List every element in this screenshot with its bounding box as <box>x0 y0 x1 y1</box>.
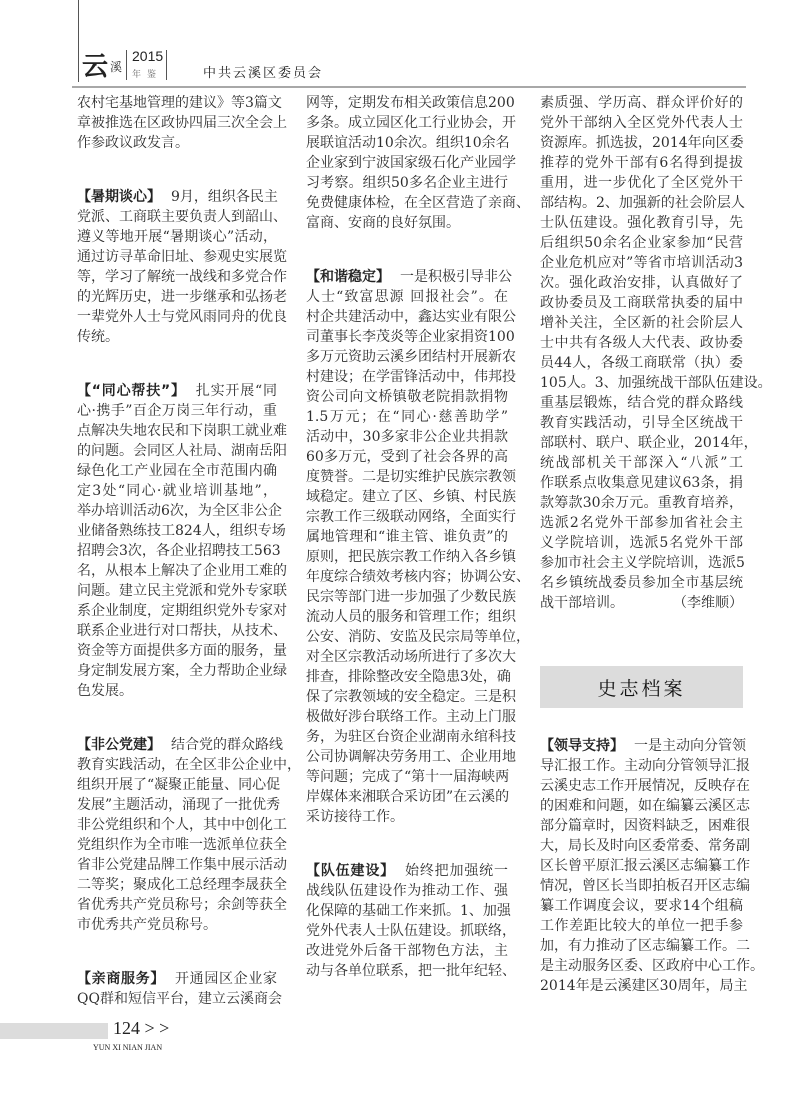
text-line <box>306 707 516 727</box>
line-text: 105人。3、加强统战干部队伍建设。 <box>540 375 772 391</box>
line-text: 化保障的基础工作来抓。1、加强 <box>306 903 511 919</box>
line-text: 战干部培训。 <box>540 595 624 611</box>
line-text: 岸媒体来湘联合采访团”在云溪的 <box>306 789 510 805</box>
text-line <box>77 621 287 641</box>
text-line <box>540 473 743 493</box>
line-text: 通过访寻革命旧址、参观史实展览 <box>77 249 287 265</box>
line-text: 等问题；完成了“第十一届海峡两 <box>306 769 510 785</box>
line-text: 问题。建立民主党派和党外专家联 <box>77 583 287 599</box>
line-text: 村建设；在学雷锋活动中，伟邦投 <box>306 369 516 385</box>
section-header-title: 中共云溪区委员会 <box>203 66 324 81</box>
line-text: 作参政议政发言。 <box>77 135 189 151</box>
paragraph <box>540 93 772 613</box>
line-text: 企业危机应对”等省市培训活动3 <box>540 255 743 271</box>
line-text: 公安、消防、安监及民宗局等单位， <box>306 629 530 645</box>
text-line <box>77 895 287 915</box>
line-text: 传统。 <box>77 329 119 345</box>
line-text: 60多万元，受到了社会各界的高 <box>306 449 508 465</box>
text-line <box>77 501 282 521</box>
text-line <box>77 187 277 207</box>
line-text: 党外代表人士队伍建设。抓联络， <box>306 923 516 939</box>
line-text: 教育实践活动，在全区非公企业中， <box>77 757 301 773</box>
line-text: 多万元资助云溪乡团结村开展新农 <box>306 349 516 365</box>
line-text: 资金等方面提供多方面的服务，量 <box>77 643 287 659</box>
line-text: 属地管理和“谁主管、谁负责”的 <box>306 529 508 545</box>
text-line <box>540 896 743 916</box>
line-text: 章被推选在区政协四届三次全会上 <box>77 115 287 131</box>
paragraph <box>77 93 287 153</box>
text-line <box>306 173 508 193</box>
paragraph-heading: 【亲商服务】 <box>77 971 165 987</box>
text-line <box>540 213 743 233</box>
text-line <box>306 153 516 173</box>
line-text: 活动中，30多家非公企业共捐款 <box>306 429 508 445</box>
text-line <box>306 527 508 547</box>
text-line <box>77 561 287 581</box>
text-line <box>540 433 758 453</box>
line-text: 后组织50余名企业家参加“民营 <box>540 235 743 251</box>
line-text: 作联系点收集意见建议63条，捐 <box>540 475 743 491</box>
text-line <box>77 541 281 561</box>
line-text: 对全区宗教活动场所进行了多次大 <box>306 649 516 665</box>
paragraph <box>77 381 287 701</box>
line-text: 9月，组织各民主 <box>171 189 278 205</box>
text-line <box>77 855 287 875</box>
text-line <box>306 961 516 981</box>
text-line <box>540 736 746 756</box>
line-text: 员44人，各级工商联常（执）委 <box>540 355 743 371</box>
text-line <box>306 347 516 367</box>
text-line <box>77 581 287 601</box>
text-line <box>306 727 516 747</box>
text-line <box>77 875 287 895</box>
text-line <box>77 601 287 621</box>
line-text: 域稳定。建立了区、乡镇、村民族 <box>306 489 516 505</box>
text-line <box>306 687 516 707</box>
line-text: 素质强、学历高、群众评价好的 <box>540 95 743 111</box>
text-line <box>540 513 743 533</box>
text-line <box>306 587 516 607</box>
line-text: 展联谊活动10余次。组织10余名 <box>306 135 510 151</box>
text-line <box>77 461 277 481</box>
line-text: 工作差距比较大的单位一把手参 <box>540 918 743 934</box>
line-text: 公司协调解决劳务用工、企业用地 <box>306 749 516 765</box>
line-text: 1.5万元；在“同心·慈善助学” <box>306 409 508 425</box>
text-line <box>306 567 530 587</box>
text-line <box>540 133 743 153</box>
text-line <box>306 507 516 527</box>
text-line <box>540 533 743 553</box>
line-text: 遵义等地开展“暑期谈心”活动， <box>77 229 277 245</box>
line-text: 导汇报工作。主动向分管领导汇报 <box>540 758 750 774</box>
line-text: 党组织作为全市唯一选派单位获全 <box>77 837 287 853</box>
author-credit: （李维顺） <box>673 595 743 611</box>
line-text: 省优秀共产党员称号；余剑等获全 <box>77 897 287 913</box>
text-line <box>540 413 743 433</box>
header-divider <box>126 50 127 80</box>
line-text: 部联村、联户、联企业，2014年， <box>540 435 758 451</box>
text-line <box>306 747 516 767</box>
text-line <box>77 835 287 855</box>
yearbook-year: 2015 <box>132 48 164 64</box>
line-text: 企业家到宁波国家级石化产业园学 <box>306 155 516 171</box>
text-line <box>306 213 508 233</box>
text-line <box>77 735 283 755</box>
text-line <box>77 227 277 247</box>
footer-bar <box>0 1023 108 1039</box>
line-text: 绿色化工产业园在全市范围内确 <box>77 463 277 479</box>
text-line <box>540 393 743 413</box>
line-text: 参加市社会主义学院培训，选派5 <box>540 555 745 571</box>
line-text: 资源库。抓选拔，2014年向区委 <box>540 135 744 151</box>
text-line <box>306 647 516 667</box>
line-text: 心·携手”百企万岗三年行动，重 <box>77 403 277 419</box>
text-line <box>540 253 743 273</box>
text-line <box>540 796 750 816</box>
line-text: 农村宅基地管理的建议》等3篇文 <box>77 95 282 111</box>
text-line <box>540 573 743 593</box>
line-text: 士中共有各级人大代表、政协委 <box>540 335 743 351</box>
text-line <box>540 493 743 513</box>
text-line <box>540 313 743 333</box>
footer-subtitle: YUN XI NIAN JIAN <box>93 1043 163 1052</box>
line-text: 加，有力推动了区志编纂工作。二 <box>540 938 750 954</box>
text-line <box>540 373 772 393</box>
paragraph-heading: 【队伍建设】 <box>306 863 395 879</box>
line-text: 战线队伍建设作为推动工作、强 <box>306 883 508 899</box>
header-divider <box>166 50 167 80</box>
line-text: 年度综合绩效考核内容；协调公安、 <box>306 569 530 585</box>
line-text: 务，为驻区台资企业湖南永绾科技 <box>306 729 516 745</box>
text-line <box>540 173 743 193</box>
text-column-middle <box>306 93 530 1015</box>
text-line <box>306 487 516 507</box>
text-line <box>540 153 743 173</box>
line-text: 免费健康体检，在全区营造了亲商、 <box>306 195 530 211</box>
text-line <box>540 193 743 213</box>
text-line <box>306 307 516 327</box>
text-line <box>77 113 287 133</box>
line-text: 司董事长李茂炎等企业家捐资100 <box>306 329 515 345</box>
text-line <box>540 353 743 373</box>
paragraph <box>306 861 516 981</box>
text-line <box>77 775 281 795</box>
line-text: 统战部机关干部深入“八派”工 <box>540 455 743 471</box>
text-line <box>306 387 508 407</box>
section-title-banner: 史志档案 <box>540 666 743 708</box>
line-text: 富商、安商的良好氛围。 <box>306 215 460 231</box>
text-line <box>306 287 508 307</box>
paragraph-heading: 【“同心帮扶”】 <box>77 383 186 399</box>
line-text: 宗教工作三级联动网络，全面实行 <box>306 509 516 525</box>
text-line <box>77 681 277 701</box>
paragraph-heading: 【非公党建】 <box>77 737 161 753</box>
line-text: 流动人员的服务和管理工作；组织 <box>306 609 516 625</box>
text-line <box>77 795 281 815</box>
paragraph-heading: 【领导支持】 <box>540 738 624 754</box>
text-line <box>540 93 743 113</box>
text-line <box>306 193 530 213</box>
line-text: 名，从根本上解决了企业用工难的 <box>77 563 287 579</box>
text-line <box>77 307 287 327</box>
line-text: 开通园区企业家 <box>175 971 277 987</box>
line-text: 保了宗教领域的安全稳定。三是积 <box>306 689 516 705</box>
text-line <box>540 273 743 293</box>
paragraph-heading: 【和谐稳定】 <box>306 269 390 285</box>
text-line <box>306 327 515 347</box>
line-text: 重基层锻炼，结合党的群众路线 <box>540 395 743 411</box>
line-text: 排查，排除整改安全隐患3处，确 <box>306 669 511 685</box>
text-line <box>77 481 277 501</box>
line-text: 市优秀共产党员称号。 <box>77 917 217 933</box>
paragraph <box>77 969 282 1009</box>
text-line <box>306 607 516 627</box>
text-column-left <box>77 93 301 1043</box>
line-text: 次。强化政治安排，认真做好了 <box>540 275 743 291</box>
text-line <box>77 661 287 681</box>
line-text: 系企业制度，定期组织党外专家对 <box>77 603 287 619</box>
text-line <box>77 441 287 461</box>
text-line <box>77 133 277 153</box>
line-text: 政协委员及工商联常执委的届中 <box>540 295 743 311</box>
logo-main: 云 <box>82 52 109 82</box>
line-text: 省非公党建品牌工作集中展示活动 <box>77 857 287 873</box>
text-line <box>540 936 750 956</box>
text-line <box>77 381 277 401</box>
line-text: 二等奖；聚成化工总经理李晟获全 <box>77 877 287 893</box>
text-line <box>306 901 511 921</box>
text-column-right-lower <box>540 736 764 1030</box>
text-line <box>306 941 508 961</box>
paragraph <box>77 187 287 347</box>
text-line <box>77 247 287 267</box>
text-line <box>540 333 743 353</box>
text-line <box>540 836 750 856</box>
text-line <box>77 93 282 113</box>
text-line <box>77 401 277 421</box>
line-text: 增补关注，全区新的社会阶层人 <box>540 315 743 331</box>
line-text: 极做好涉台联络工作。主动上门服 <box>306 709 516 725</box>
text-line <box>540 453 743 473</box>
line-text: 举办培训活动6次，为全区非公企 <box>77 503 282 519</box>
line-text: 扎实开展“同 <box>195 383 277 399</box>
line-text: 纂工作调度会议，要求14个组稿 <box>540 898 743 914</box>
line-text: 业储备熟练技工824人，组织专场 <box>77 523 286 539</box>
text-line <box>77 521 286 541</box>
text-line <box>306 467 516 487</box>
line-text: 结合党的群众路线 <box>171 737 283 753</box>
text-line <box>540 856 750 876</box>
line-text: 云溪史志工作开展情况，反映存在 <box>540 778 750 794</box>
text-line <box>77 641 287 661</box>
text-line <box>306 427 508 447</box>
text-line <box>540 976 748 996</box>
text-line <box>306 113 516 133</box>
line-text: 网等，定期发布相关政策信息200 <box>306 95 515 111</box>
text-line <box>306 367 516 387</box>
text-line <box>77 915 277 935</box>
line-text: 联系企业进行对口帮扶，从技术、 <box>77 623 287 639</box>
text-line <box>540 593 743 613</box>
text-line <box>77 989 282 1009</box>
line-text: 一是积极引导非公 <box>400 269 512 285</box>
line-text: 推荐的党外干部有6名得到提拔 <box>540 155 743 171</box>
text-line <box>540 776 750 796</box>
text-line <box>540 113 743 133</box>
line-text: 多条。成立园区化工行业协会，开 <box>306 115 516 131</box>
paragraph <box>540 736 764 996</box>
line-text: 重用，进一步优化了全区党外干 <box>540 175 743 191</box>
line-text: 等，学习了解统一战线和多党合作 <box>77 269 287 285</box>
text-line <box>306 93 515 113</box>
line-text: 采访接待工作。 <box>306 809 404 825</box>
line-text: 是主动服务区委、区政府中心工作。 <box>540 958 764 974</box>
text-line <box>540 553 743 573</box>
paragraph <box>77 735 301 935</box>
text-line <box>540 756 750 776</box>
line-text: 党外干部纳入全区党外代表人士 <box>540 115 743 131</box>
line-text: 点解决失地农民和下岗职工就业难 <box>77 423 287 439</box>
text-line <box>306 881 508 901</box>
text-line <box>77 815 287 835</box>
line-text: 改进党外后备干部物色方法，主 <box>306 943 508 959</box>
line-text: 的困难和问题，如在编纂云溪区志 <box>540 798 750 814</box>
text-line <box>306 407 508 427</box>
line-text: 情况，曾区长当即拍板召开区志编 <box>540 878 750 894</box>
text-line <box>77 755 301 775</box>
paragraph-heading: 【暑期谈心】 <box>77 189 161 205</box>
text-line <box>540 916 743 936</box>
line-text: 民宗等部门进一步加强了少数民族 <box>306 589 516 605</box>
line-text: 动与各单位联系，把一批年纪轻、 <box>306 963 516 979</box>
line-text: 部结构。2、加强新的社会阶层人 <box>540 195 745 211</box>
line-text: 一辈党外人士与党风雨同舟的优良 <box>77 309 287 325</box>
line-text: 一是主动向分管领 <box>634 738 746 754</box>
line-text: 始终把加强统一 <box>405 863 508 879</box>
logo-sub: 溪 <box>110 60 123 74</box>
page-number: 124 > > <box>113 1018 170 1038</box>
line-text: 定3处“同心·就业培训基地”， <box>77 483 277 499</box>
line-text: 名乡镇统战委员参加全市基层统 <box>540 575 743 591</box>
text-line <box>306 627 530 647</box>
line-text: 招聘会3次，各企业招聘技工563 <box>77 543 281 559</box>
line-text: 区长曾平原汇报云溪区志编纂工作 <box>540 858 750 874</box>
line-text: 度赞誉。二是切实维护民族宗教领 <box>306 469 516 485</box>
line-text: 人士“致富思源 回报社会”。在 <box>306 289 508 305</box>
text-line <box>77 207 287 227</box>
line-text: 原则，把民族宗教工作纳入各乡镇 <box>306 549 516 565</box>
header-vertical-rule <box>78 0 79 82</box>
text-line <box>306 547 516 567</box>
header-rule <box>72 86 746 88</box>
line-text: 选派2名党外干部参加省社会主 <box>540 515 743 531</box>
text-line <box>306 861 508 881</box>
line-text: 士队伍建设。强化教育引导，先 <box>540 215 743 231</box>
line-text: 资公司向文桥镇敬老院捐款捐物 <box>306 389 508 405</box>
text-line <box>306 267 512 287</box>
text-line <box>77 267 287 287</box>
text-line <box>540 956 764 976</box>
line-text: 教育实践活动，引导全区统战干 <box>540 415 743 431</box>
line-text: 款筹款30余万元。重教育培养， <box>540 495 743 511</box>
yearbook-label: 年鉴 <box>132 70 163 80</box>
line-text: 组织开展了“凝聚正能量、同心促 <box>77 777 281 793</box>
line-text: 村企共建活动中，鑫达实业有限公 <box>306 309 516 325</box>
line-text: 习考察。组织50多名企业主进行 <box>306 175 508 191</box>
text-line <box>306 767 508 787</box>
text-line <box>306 133 508 153</box>
text-column-right <box>540 93 772 647</box>
line-text: 的光辉历史，进一步继承和弘扬老 <box>77 289 287 305</box>
text-line <box>306 807 508 827</box>
line-text: 的问题。会同区人社局、湖南岳阳 <box>77 443 287 459</box>
text-line <box>540 816 750 836</box>
text-line <box>77 421 287 441</box>
text-line <box>540 293 743 313</box>
text-line <box>77 969 277 989</box>
text-line <box>306 667 511 687</box>
line-text: 部分篇章时，因资料缺乏，困难很 <box>540 818 750 834</box>
text-line <box>306 787 508 807</box>
paragraph <box>306 267 530 827</box>
text-line <box>77 327 277 347</box>
line-text: 党派、工商联主要负责人到韶山、 <box>77 209 287 225</box>
line-text: 大，局长及时向区委常委、常务副 <box>540 838 750 854</box>
line-text: 发展”主题活动，涌现了一批优秀 <box>77 797 281 813</box>
line-text: 义学院培训，选派5名党外干部 <box>540 535 743 551</box>
text-line <box>306 447 508 467</box>
line-text: 身定制发展方案，全力帮助企业绿 <box>77 663 287 679</box>
text-line <box>77 287 287 307</box>
line-text: 非公党组织和个人，其中中创化工 <box>77 817 287 833</box>
text-line <box>306 921 516 941</box>
paragraph <box>306 93 530 233</box>
line-text: 2014年是云溪建区30周年，局主 <box>540 978 748 994</box>
text-line <box>540 233 743 253</box>
line-text: 色发展。 <box>77 683 133 699</box>
text-line <box>540 876 750 896</box>
line-text: QQ群和短信平台，建立云溪商会 <box>77 991 282 1007</box>
